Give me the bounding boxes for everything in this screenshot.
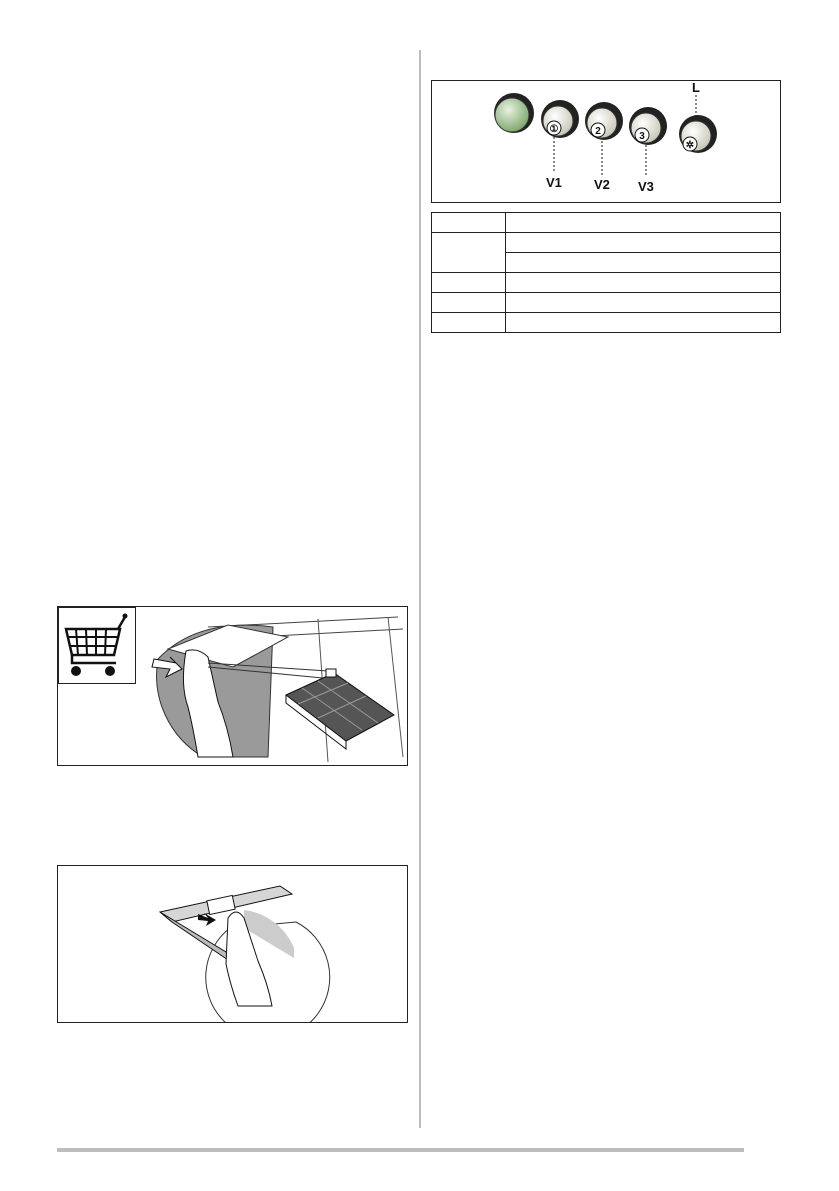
light-knob[interactable] — [679, 115, 717, 153]
table-cell-desc — [506, 293, 781, 313]
column-divider — [419, 50, 421, 1128]
table-row — [432, 213, 781, 233]
controls-key-table — [431, 212, 781, 333]
indicator-lamp — [494, 93, 534, 133]
footer-rule — [57, 1148, 744, 1152]
carbon-filter-icon — [286, 669, 394, 749]
control-panel-figure — [431, 80, 781, 203]
table-cell-key — [432, 233, 506, 273]
speed-2-knob[interactable] — [585, 102, 623, 140]
control-panel-illustration — [432, 81, 780, 202]
table-cell-desc — [506, 313, 781, 333]
table-cell-key — [432, 313, 506, 333]
label-v2: V2 — [594, 177, 610, 192]
grease-filter-illustration — [58, 866, 407, 1022]
light-symbol: ✲ — [685, 140, 695, 151]
label-light: L — [692, 81, 700, 95]
speed-3-knob[interactable] — [629, 107, 667, 145]
speed-1-knob[interactable] — [541, 100, 579, 138]
table-row — [432, 233, 781, 253]
carbon-filter-illustration — [58, 607, 407, 765]
table-cell-desc — [506, 233, 781, 253]
table-cell-desc — [506, 273, 781, 293]
table-cell-desc — [506, 213, 781, 233]
table-cell-key — [432, 213, 506, 233]
speed-2-symbol: 2 — [595, 126, 601, 137]
grease-filter-figure — [57, 865, 408, 1023]
table-cell-key — [432, 293, 506, 313]
speed-3-symbol: 3 — [639, 131, 645, 142]
carbon-filter-figure — [57, 606, 408, 766]
table-row — [432, 293, 781, 313]
table-cell-desc — [506, 253, 781, 273]
label-v1: V1 — [546, 175, 562, 190]
table-cell-key — [432, 273, 506, 293]
table-row — [432, 273, 781, 293]
label-v3: V3 — [638, 179, 654, 194]
table-row — [432, 313, 781, 333]
off-symbol: ① — [549, 124, 559, 135]
